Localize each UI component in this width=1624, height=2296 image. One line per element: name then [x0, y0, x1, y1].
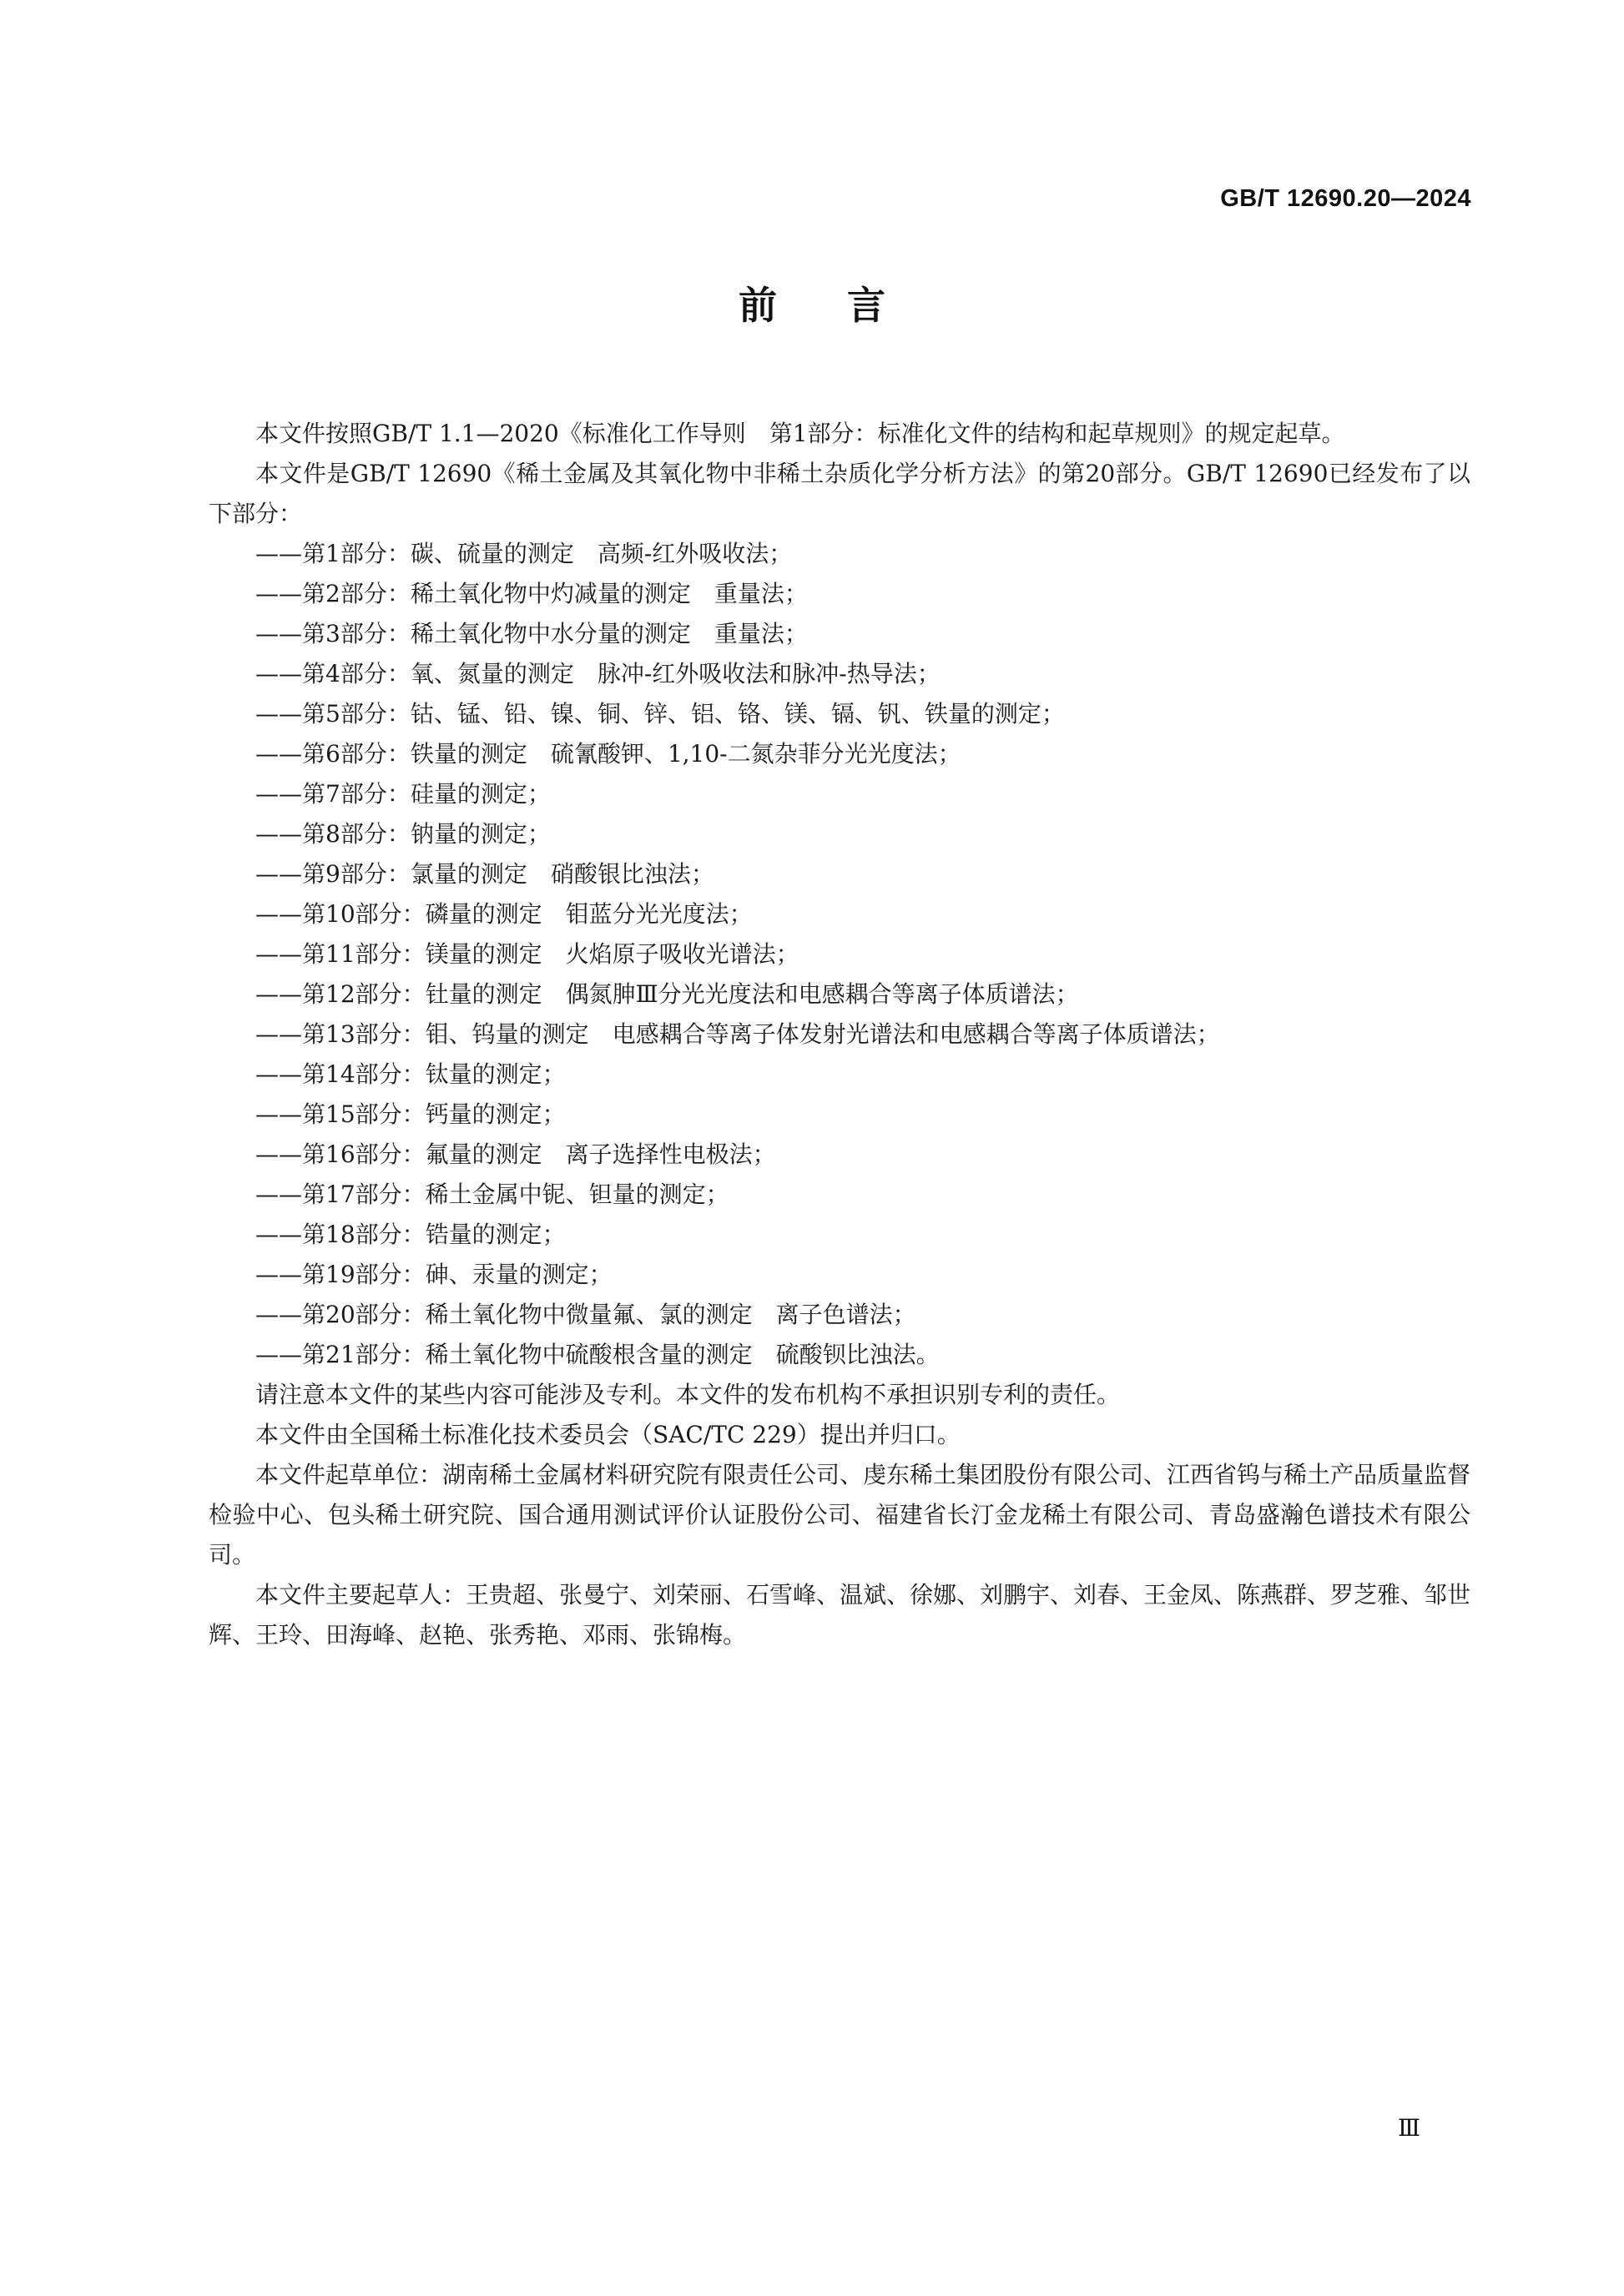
list-item: ——第6部分：铁量的测定 硫氰酸钾、1,10-二氮杂菲分光光度法；	[255, 740, 961, 768]
committee-paragraph: 本文件由全国稀土标准化技术委员会（SAC/TC 229）提出并归口。	[255, 1421, 961, 1448]
document-code: GB/T 12690.20—2024	[1220, 185, 1471, 212]
drafters-paragraph: 本文件主要起草人：王贵超、张曼宁、刘荣丽、石雪峰、温斌、徐娜、刘鹏宇、刘春、王金凤、陈燕群、罗芝雅、邹世辉、王玲、田海峰、赵艳、张秀艳、邓雨、张锦梅。	[209, 1581, 1471, 1649]
list-item: ——第20部分：稀土氧化物中微量氟、氯的测定 离子色谱法；	[255, 1301, 916, 1328]
list-item: ——第17部分：稀土金属中铌、钽量的测定；	[255, 1181, 729, 1208]
list-item: ——第9部分：氯量的测定 硝酸银比浊法；	[255, 860, 714, 888]
list-item: ——第1部分：碳、硫量的测定 高频-红外吸收法；	[255, 540, 793, 567]
list-item: ——第4部分：氧、氮量的测定 脉冲-红外吸收法和脉冲-热导法；	[255, 660, 941, 687]
list-item: ——第18部分：锆量的测定；	[255, 1221, 566, 1248]
list-item: ——第8部分：钠量的测定；	[255, 820, 551, 848]
list-item: ——第12部分：钍量的测定 偶氮胂Ⅲ分光光度法和电感耦合等离子体质谱法；	[255, 980, 1079, 1008]
intro-paragraph: 本文件按照GB/T 1.1—2020《标准化工作导则 第1部分：标准化文件的结构和起草规则》的规定起草。	[255, 420, 1345, 447]
parts-list	[209, 534, 1470, 1375]
page-title: 前言	[739, 283, 956, 328]
drafting-units-paragraph: 本文件起草单位：湖南稀土金属材料研究院有限责任公司、虔东稀土集团股份有限公司、江西省钨与稀土产品质量监督检验中心、包头稀土研究院、国合通用测试评价认证股份公司、福建省长汀金龙稀土有限公司、青岛盛瀚色谱技术有限公司。	[209, 1461, 1471, 1568]
list-item: ——第15部分：钙量的测定；	[255, 1100, 566, 1128]
page-number: Ⅲ	[1397, 2114, 1420, 2142]
list-item: ——第13部分：钼、钨量的测定 电感耦合等离子体发射光谱法和电感耦合等离子体质谱法；	[255, 1020, 1220, 1048]
document-body	[209, 414, 1470, 1655]
list-item: ——第16部分：氟量的测定 离子选择性电极法；	[255, 1140, 776, 1168]
list-item: ——第19部分：砷、汞量的测定；	[255, 1261, 613, 1288]
list-item: ——第14部分：钛量的测定；	[255, 1060, 566, 1088]
patent-notice: 请注意本文件的某些内容可能涉及专利。本文件的发布机构不承担识别专利的责任。	[255, 1381, 1121, 1408]
list-item: ——第10部分：磷量的测定 钼蓝分光光度法；	[255, 900, 753, 928]
list-item: ——第2部分：稀土氧化物中灼减量的测定 重量法；	[255, 580, 808, 607]
list-item: ——第3部分：稀土氧化物中水分量的测定 重量法；	[255, 620, 808, 647]
series-paragraph: 本文件是GB/T 12690《稀土金属及其氧化物中非稀土杂质化学分析方法》的第20部分。GB/T 12690已经发布了以下部分：	[209, 460, 1470, 527]
list-item: ——第11部分：镁量的测定 火焰原子吸收光谱法；	[255, 940, 799, 968]
list-item: ——第5部分：钴、锰、铅、镍、铜、锌、铝、铬、镁、镉、钒、铁量的测定；	[255, 700, 1065, 728]
list-item: ——第7部分：硅量的测定；	[255, 780, 551, 808]
list-item: ——第21部分：稀土氧化物中硫酸根含量的测定 硫酸钡比浊法。	[255, 1341, 940, 1368]
